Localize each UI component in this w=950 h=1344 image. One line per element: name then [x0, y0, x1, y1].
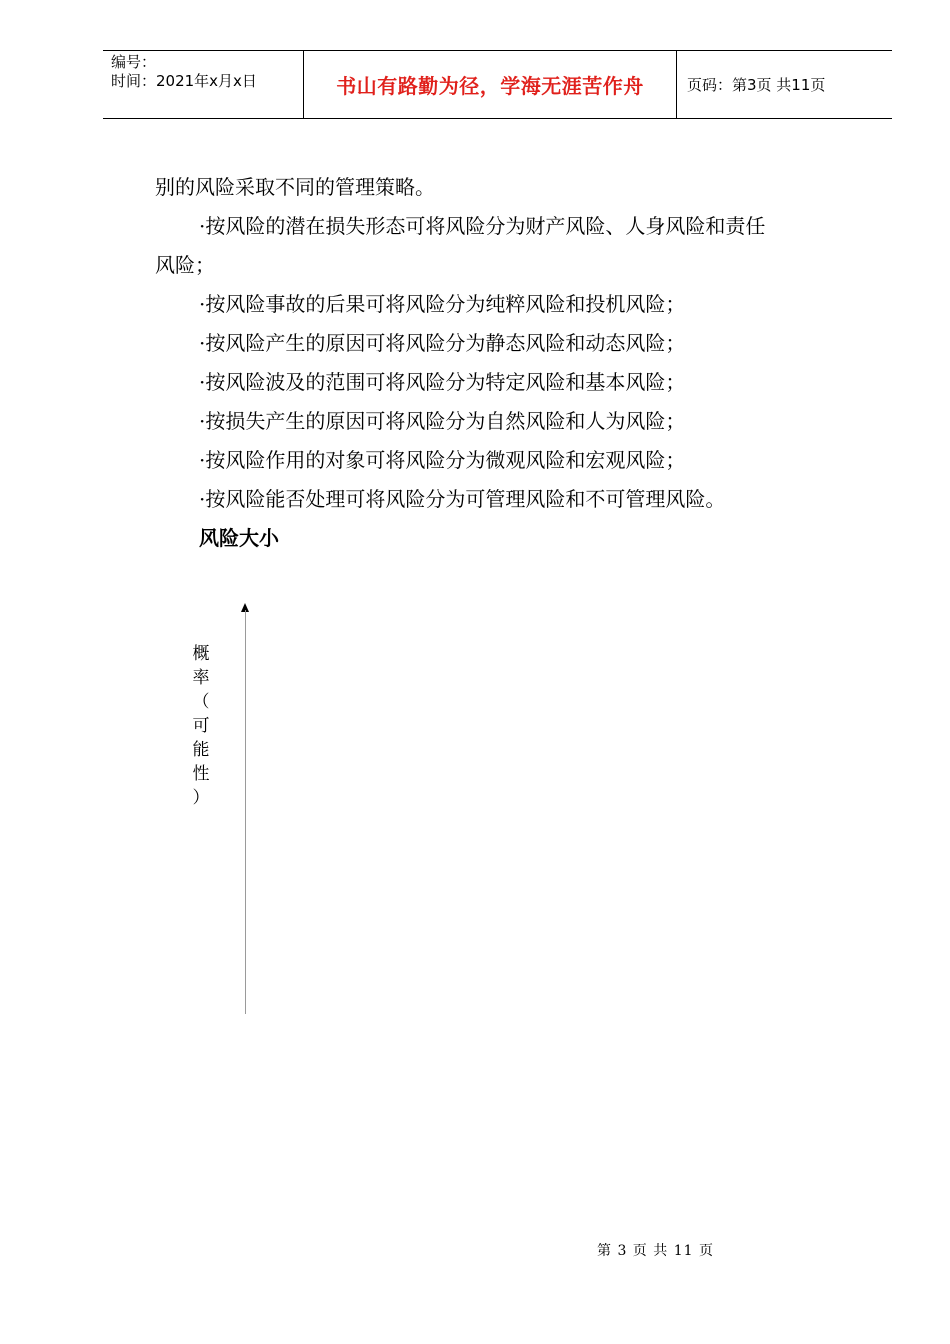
header-left-cell — [103, 51, 304, 118]
paragraph-classification-manageability: ·按风险能否处理可将风险分为可管理风险和不可管理风险。 — [199, 487, 726, 511]
header-page-label: 页码：第3页 共11页 — [687, 76, 826, 94]
header-motto-cell — [304, 51, 677, 118]
paragraph-classification-scope: ·按风险波及的范围可将风险分为特定风险和基本风险； — [199, 370, 686, 394]
y-axis-line — [245, 610, 246, 1014]
paragraph-continuation: 别的风险采取不同的管理策略。 — [155, 175, 435, 199]
header-page-cell — [677, 51, 892, 118]
paragraph-classification-cause: ·按风险产生的原因可将风险分为静态风险和动态风险； — [199, 331, 686, 355]
paragraph-classification-loss-form-cont: 风险； — [155, 253, 215, 277]
y-axis-label: 概 率 （ 可 能 性 ） — [192, 644, 210, 808]
section-heading: 风险大小 — [199, 526, 279, 550]
header-time-label: 时间：2021年x月x日 — [111, 72, 257, 90]
page-header — [103, 50, 892, 119]
paragraph-classification-loss-form: ·按风险的潜在损失形态可将风险分为财产风险、人身风险和责任 — [199, 214, 766, 238]
paragraph-classification-loss-cause: ·按损失产生的原因可将风险分为自然风险和人为风险； — [199, 409, 686, 433]
header-code-label: 编号： — [111, 53, 157, 71]
document-body — [155, 168, 845, 558]
paragraph-classification-consequence: ·按风险事故的后果可将风险分为纯粹风险和投机风险； — [199, 292, 686, 316]
header-motto: 书山有路勤为径，学海无涯苦作舟 — [336, 74, 644, 98]
paragraph-classification-object: ·按风险作用的对象可将风险分为微观风险和宏观风险； — [199, 448, 686, 472]
page-footer: 第 3 页 共 11 页 — [597, 1243, 714, 1259]
